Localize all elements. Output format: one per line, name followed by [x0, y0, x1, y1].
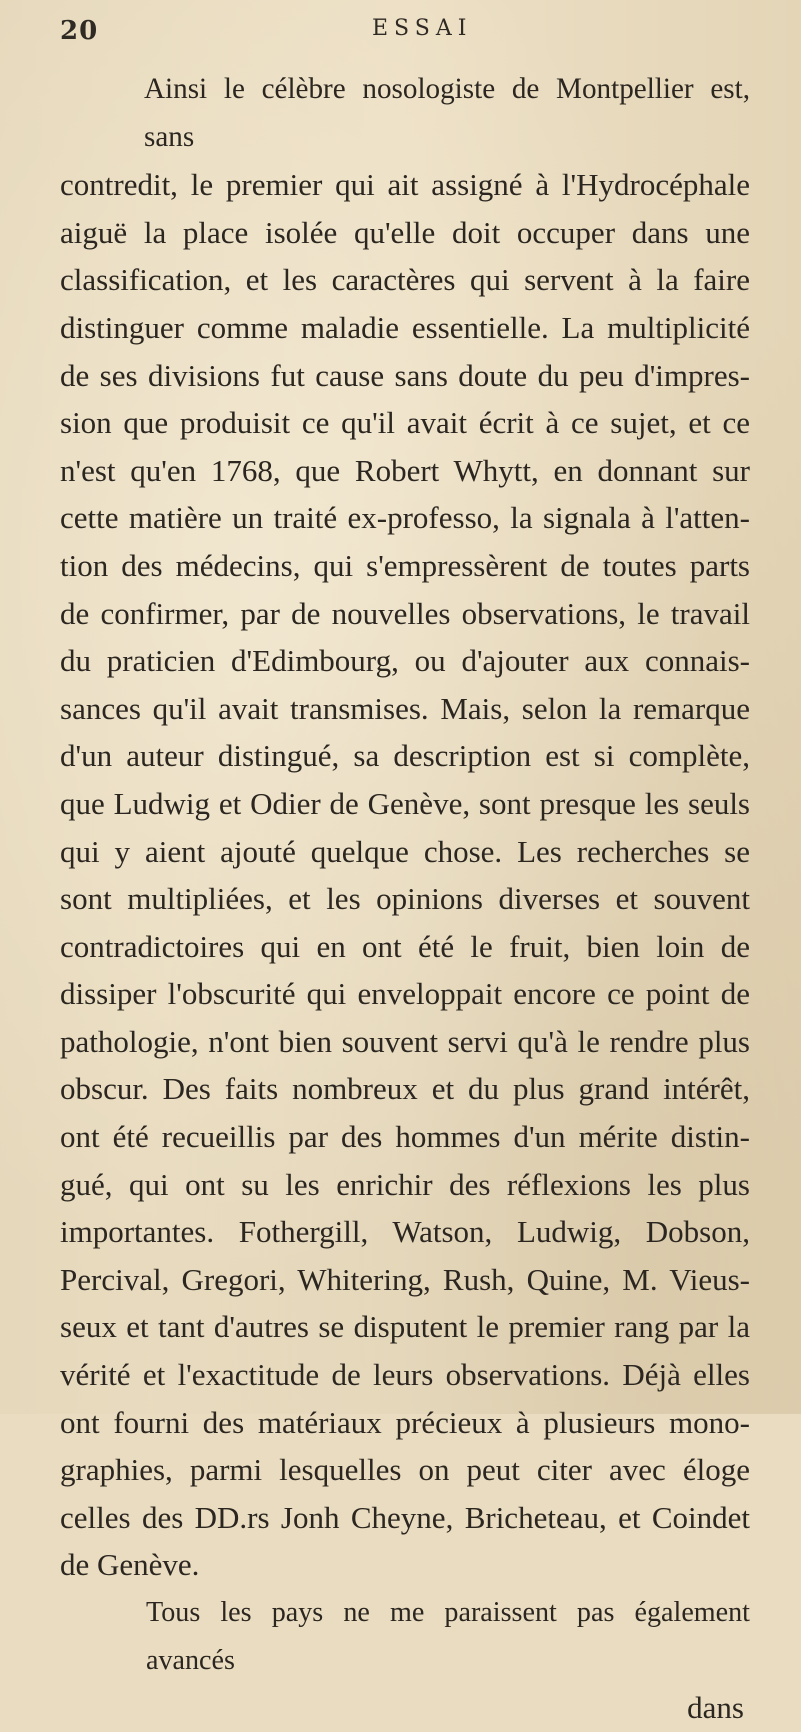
body-text — [60, 66, 750, 1732]
text-line: gué, qui ont su les enrichir des réflexions les plus — [60, 1166, 750, 1202]
text-line: sont multipliées, et les opinions diverses et souvent — [60, 881, 750, 917]
text-line: Percival, Gregori, Whitering, Rush, Quine, M. Vieus- — [60, 1261, 750, 1297]
page-number: 20 — [60, 16, 99, 46]
text-line: de Genève. — [60, 1547, 200, 1583]
text-line: celles des DD.rs Jonh Cheyne, Bricheteau, et Coindet — [60, 1499, 750, 1535]
page-header — [0, 12, 801, 48]
text-line: classification, et les caractères qui servent à la faire — [60, 262, 750, 298]
text-line: cette matière un traité ex-professo, la signala à l'atten- — [60, 500, 750, 536]
text-line: ont été recueillis par des hommes d'un mérite distin- — [60, 1119, 750, 1155]
text-line: sances qu'il avait transmises. Mais, selon la remarque — [60, 690, 750, 726]
paragraph-2 — [60, 1589, 750, 1684]
text-line: ont fourni des matériaux précieux à plusieurs mono- — [60, 1404, 750, 1440]
text-line: de confirmer, par de nouvelles observations, le travail — [60, 595, 750, 631]
text-line: Tous les pays ne me paraissent pas également avancés — [146, 1597, 750, 1676]
paragraph-1 — [60, 66, 750, 1589]
text-line: seux et tant d'autres se disputent le premier rang par la — [60, 1309, 750, 1345]
text-line: contredit, le premier qui ait assigné à l'Hydrocéphale — [60, 167, 750, 203]
text-line: importantes. Fothergill, Watson, Ludwig, Dobson, — [60, 1214, 750, 1250]
text-line: que Ludwig et Odier de Genève, sont presque les seuls — [60, 785, 750, 821]
text-line: vérité et l'exactitude de leurs observations. Déjà elles — [60, 1357, 750, 1393]
running-title: ESSAI — [372, 16, 473, 41]
catchword: dans — [687, 1690, 744, 1726]
text-line: n'est qu'en 1768, que Robert Whytt, en donnant sur — [60, 452, 750, 488]
text-line: aiguë la place isolée qu'elle doit occuper dans une — [60, 214, 750, 250]
text-line: dissiper l'obscurité qui enveloppait encore ce point de — [60, 976, 750, 1012]
text-line: sion que produisit ce qu'il avait écrit à ce sujet, et ce — [60, 405, 750, 441]
text-line: qui y aient ajouté quelque chose. Les recherches se — [60, 833, 750, 869]
text-line: graphies, parmi lesquelles on peut citer avec éloge — [60, 1452, 750, 1488]
text-line: tion des médecins, qui s'empressèrent de toutes parts — [60, 547, 750, 583]
text-line: distinguer comme maladie essentielle. La multiplicité — [60, 309, 750, 345]
text-line: du praticien d'Edimbourg, ou d'ajouter aux connais- — [60, 643, 750, 679]
text-line: Ainsi le célèbre nosologiste de Montpellier est, sans — [144, 73, 750, 153]
text-line: d'un auteur distingué, sa description est si complète, — [60, 738, 750, 774]
text-line: pathologie, n'ont bien souvent servi qu'à le rendre plus — [60, 1023, 750, 1059]
text-line: contradictoires qui en ont été le fruit, bien loin de — [60, 928, 750, 964]
text-line: obscur. Des faits nombreux et du plus grand intérêt, — [60, 1071, 750, 1107]
text-line: de ses divisions fut cause sans doute du peu d'impres- — [60, 357, 750, 393]
